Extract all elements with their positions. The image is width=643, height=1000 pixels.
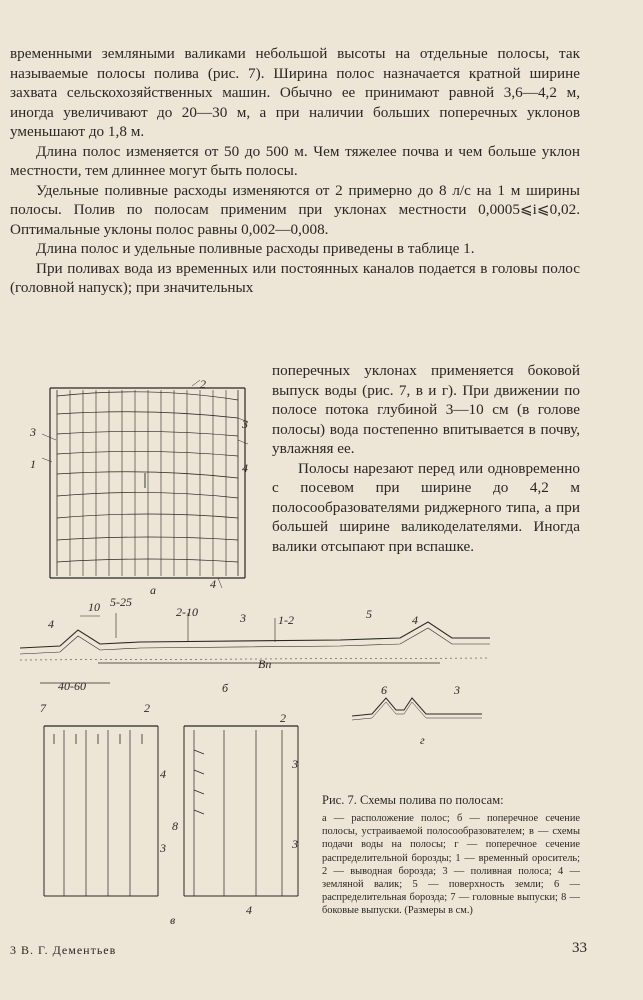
fig-v-num-2-right: 2 xyxy=(280,711,286,725)
paragraph-2: Длина полос изменяется от 50 до 500 м. Чем тяжелее почва и чем больше уклон местности, тем длиннее могут быть полосы. xyxy=(10,142,580,179)
fig-a-num-3-left: 3 xyxy=(30,425,36,439)
paragraph-5: При поливах вода из временных или постоянных каналов подается в головы полос (головной напуск); при значительных xyxy=(10,259,580,296)
fig-v-num-3-left: 3 xyxy=(160,841,166,855)
page-number: 33 xyxy=(572,940,587,956)
fig-a-num-3-right: 3 xyxy=(242,417,248,431)
paragraph-7: Полосы нарезают перед или одновременно с посевом при ширине до 4,2 м полосообразователями риджерного типа, а при большей ширине валикоделателями. Иногда валики отсыпают при вспашке. xyxy=(272,459,580,555)
figure-caption-title: Рис. 7. Схемы полива по полосам: xyxy=(322,793,504,807)
paragraph-1: временными земляными валиками небольшой высоты на отдельные полосы, так называемые полосы полива (рис. 7). Ширина полос назначается кратной ширине захвата сельскохозяйственных машин. Обычно ее принимают равной 3,6—4,2 м, иногда увеличивают до 20—30 м, а при наличии больших поперечных уклонов уменьшают до 1,8 м. xyxy=(10,45,580,140)
figure-g-furrow-section xyxy=(352,688,492,728)
fig-b-dim-5-25: 5-25 xyxy=(110,595,132,609)
fig-b-num-5: 5 xyxy=(366,607,372,621)
fig-b-dim-2-10: 2-10 xyxy=(176,605,198,619)
paragraph-4: Длина полос и удельные поливные расходы приведены в таблице 1. xyxy=(36,240,475,257)
paragraph-6: поперечных уклонах применяется боковой выпуск воды (рис. 7, в и г). При движении по полосе потока глубиной 3—10 см (в голове полосы) вода постепенно впитывается в почву, увлажняя ее. xyxy=(272,362,580,457)
figure-a-strip-layout xyxy=(30,378,266,598)
fig-a-label: а xyxy=(150,583,156,597)
fig-b-num-4-left: 4 xyxy=(48,617,54,631)
figure-v-supply-schemes xyxy=(34,710,304,920)
fig-v-num-3-right-bottom: 3 xyxy=(292,837,298,851)
fig-v-num-2-left: 2 xyxy=(144,701,150,715)
fig-v-num-4-left: 4 xyxy=(160,767,166,781)
fig-a-num-1: 1 xyxy=(30,457,36,471)
fig-b-num-4-right: 4 xyxy=(412,613,418,627)
fig-b-dim-40-60: 40-60 xyxy=(58,679,86,693)
fig-v-num-4-bottom: 4 xyxy=(246,903,252,917)
fig-v-num-3-right-top: 3 xyxy=(292,757,298,771)
fig-b-label: б xyxy=(222,681,229,695)
fig-b-dim-bp: Bп xyxy=(258,657,272,671)
fig-v-num-7: 7 xyxy=(40,701,46,715)
fig-v-num-8: 8 xyxy=(172,819,178,833)
main-text-side xyxy=(272,361,580,556)
fig-v-label: в xyxy=(170,913,176,927)
fig-a-num-4-bottom: 4 xyxy=(210,577,216,591)
paragraph-3: Удельные поливные расходы изменяются от 2 примерно до 8 л/с на 1 м ширины полосы. Полив по полосам применим при уклонах местности 0,0005⩽i⩽0,02. Оптимальные уклоны полос равны 0,002—0,008. xyxy=(10,181,580,238)
fig-a-num-4-right: 4 xyxy=(242,461,248,475)
fig-b-num-3: 3 xyxy=(240,611,246,625)
fig-g-num-3: 3 xyxy=(454,683,460,697)
fig-a-num-2: 2 xyxy=(200,377,206,391)
footer-signature: 3 В. Г. Дементьев xyxy=(10,943,117,957)
figure-caption-body: а — расположение полос; б — поперечное сечение полосы, устраиваемой полосообразователем; в — схемы подачи воды на полосы; г — поперечное сечение распределительной борозды; 1 — временный ороситель; 2 — выводная борозда; 3 — поливная полоса; 4 — земляной валик; 5 — поверхность земли; 6 — распределительная борозда; 7 — головные выпуски; 8 — боковые выпуски. (Размеры в см.) xyxy=(322,813,580,917)
main-text-top xyxy=(10,44,580,298)
fig-g-num-6: 6 xyxy=(381,683,387,697)
fig-b-dim-1-2: 1-2 xyxy=(278,613,294,627)
fig-g-label: г xyxy=(420,733,425,747)
fig-b-dim-10: 10 xyxy=(88,600,100,614)
